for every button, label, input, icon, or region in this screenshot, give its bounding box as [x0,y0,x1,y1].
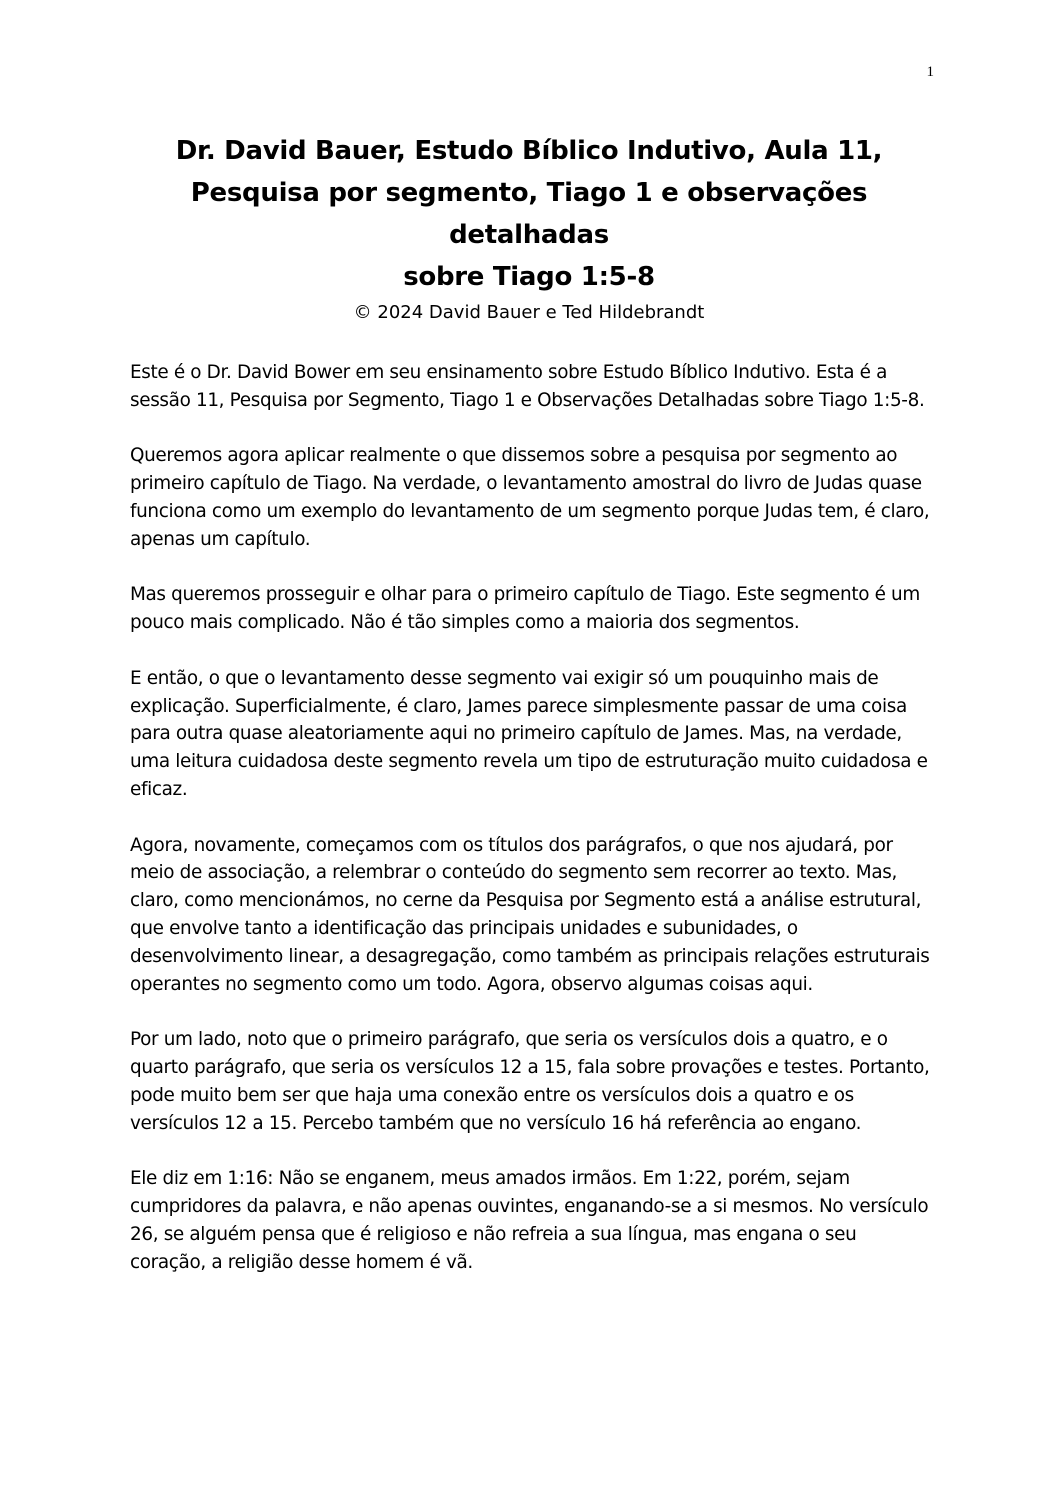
document-body [130,359,930,1304]
copyright-notice: © 2024 David Bauer e Ted Hildebrandt [353,302,705,323]
paragraph: Ele diz em 1:16: Não se enganem, meus amados irmãos. Em 1:22, porém, sejam cumpridores da palavra, e não apenas ouvintes, enganando-se a si mesmos. No versículo 26, se alguém pensa que é religioso e não refreia a sua língua, mas engana o seu coração, a religião desse homem é vã. [130,1168,929,1273]
paragraph: E então, o que o levantamento desse segmento vai exigir só um pouquinho mais de explicação. Superficialmente, é claro, James parece simplesmente passar de uma coisa para outra quase aleatoriamente aqui no primeiro capítulo de James. Mas, na verdade, uma leitura cuidadosa deste segmento revela um tipo de estruturação muito cuidadosa e eficaz. [130,667,928,800]
document-title-line-2: Pesquisa por segmento, Tiago 1 e observações [190,178,868,208]
paragraph: Por um lado, noto que o primeiro parágrafo, que seria os versículos dois a quatro, e o quarto parágrafo, que seria os versículos 12 a 15, fala sobre provações e testes. Portanto, pode muito bem ser que haja uma conexão entre os versículos dois a quatro e os versículos 12 a 15. Percebo também que no versículo 16 há referência ao engano. [130,1029,930,1134]
paragraph: Queremos agora aplicar realmente o que dissemos sobre a pesquisa por segmento ao primeiro capítulo de Tiago. Na verdade, o levantamento amostral do livro de Judas quase funciona como um exemplo do levantamento de um segmento porque Judas tem, é claro, apenas um capítulo. [130,445,930,550]
document-title-line-4: sobre Tiago 1:5-8 [403,262,655,292]
paragraph: Este é o Dr. David Bower em seu ensinamento sobre Estudo Bíblico Indutivo. Esta é a sessão 11, Pesquisa por Segmento, Tiago 1 e Observações Detalhadas sobre Tiago 1:5-8. [130,362,925,411]
document-title-line-1: Dr. David Bauer, Estudo Bíblico Indutivo, Aula 11, [175,136,883,166]
paragraph: Agora, novamente, começamos com os títulos dos parágrafos, o que nos ajudará, por meio de associação, a relembrar o conteúdo do segmento sem recorrer ao texto. Mas, claro, como mencionámos, no cerne da Pesquisa por Segmento está a análise estrutural, que envolve tanto a identificação das principais unidades e subunidades, o desenvolvimento linear, a desagregação, como também as principais relações estruturais operantes no segmento como um todo. Agora, observo algumas coisas aqui. [130,834,930,995]
page-number: 1 [926,64,934,80]
document-title-line-3: detalhadas [449,220,609,250]
paragraph: Mas queremos prosseguir e olhar para o primeiro capítulo de Tiago. Este segmento é um pouco mais complicado. Não é tão simples como a maioria dos segmentos. [130,584,920,634]
document-header [130,130,928,328]
